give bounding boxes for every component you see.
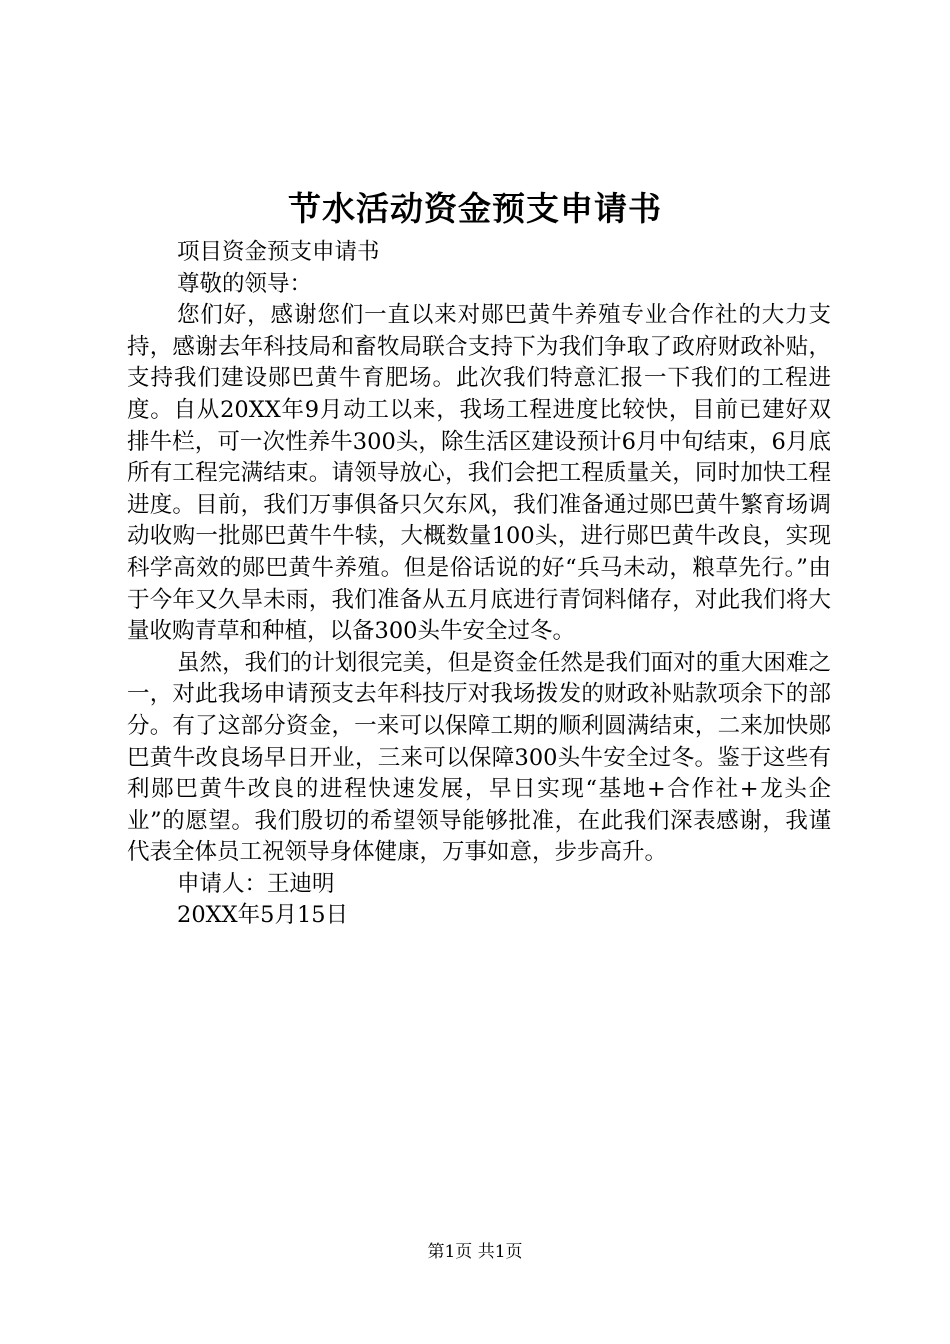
body-paragraph-1: 您们好，感谢您们一直以来对郧巴黄牛养殖专业合作社的大力支持，感谢去年科技局和畜牧局联合支持下为我们争取了政府财政补贴，支持我们建设郧巴黄牛育肥场。此次我们特意汇报一下我们的工程进度。自从20XX年9月动工以来，我场工程进度比较快，目前已建好双排牛栏，可一次性养牛300头，除生活区建设预计6月中旬结束，6月底所有工程完满结束。请领导放心，我们会把工程质量关，同时加快工程进度。目前，我们万事俱备只欠东风，我们准备通过郧巴黄牛繁育场调动收购一批郧巴黄牛牛犊，大概数量100头，进行郧巴黄牛改良，实现科学高效的郧巴黄牛养殖。但是俗话说的好“兵马未动，粮草先行。”由于今年又久旱未雨，我们准备从五月底进行青饲料储存，对此我们将大量收购青草和种植，以备300头牛安全过冬。 [127, 302, 831, 645]
page-footer: 第1页 共1页 [427, 1242, 523, 1262]
body-paragraph-2: 虽然，我们的计划很完美，但是资金任然是我们面对的重大困难之一，对此我场申请预支去年科技厅对我场拨发的财政补贴款项余下的部分。有了这部分资金，一来可以保障工期的顺利圆满结束，二来加快郧巴黄牛改良场早日开业，三来可以保障300头牛安全过冬。鉴于这些有利郧巴黄牛改良的进程快速发展，早日实现“基地+合作社+龙头企业”的愿望。我们殷切的希望领导能够批准，在此我们深表感谢，我谨代表全体员工祝领导身体健康，万事如意，步步高升。 [127, 649, 831, 866]
salutation-line: 尊敬的领导： [177, 270, 313, 297]
applicant-line: 申请人：王迪明 [177, 870, 335, 897]
date-line: 20XX年5月15日 [177, 902, 349, 929]
document-title: 节水活动资金预支申请书 [288, 189, 662, 228]
subtitle-line: 项目资金预支申请书 [177, 239, 380, 265]
document-body [127, 237, 831, 932]
